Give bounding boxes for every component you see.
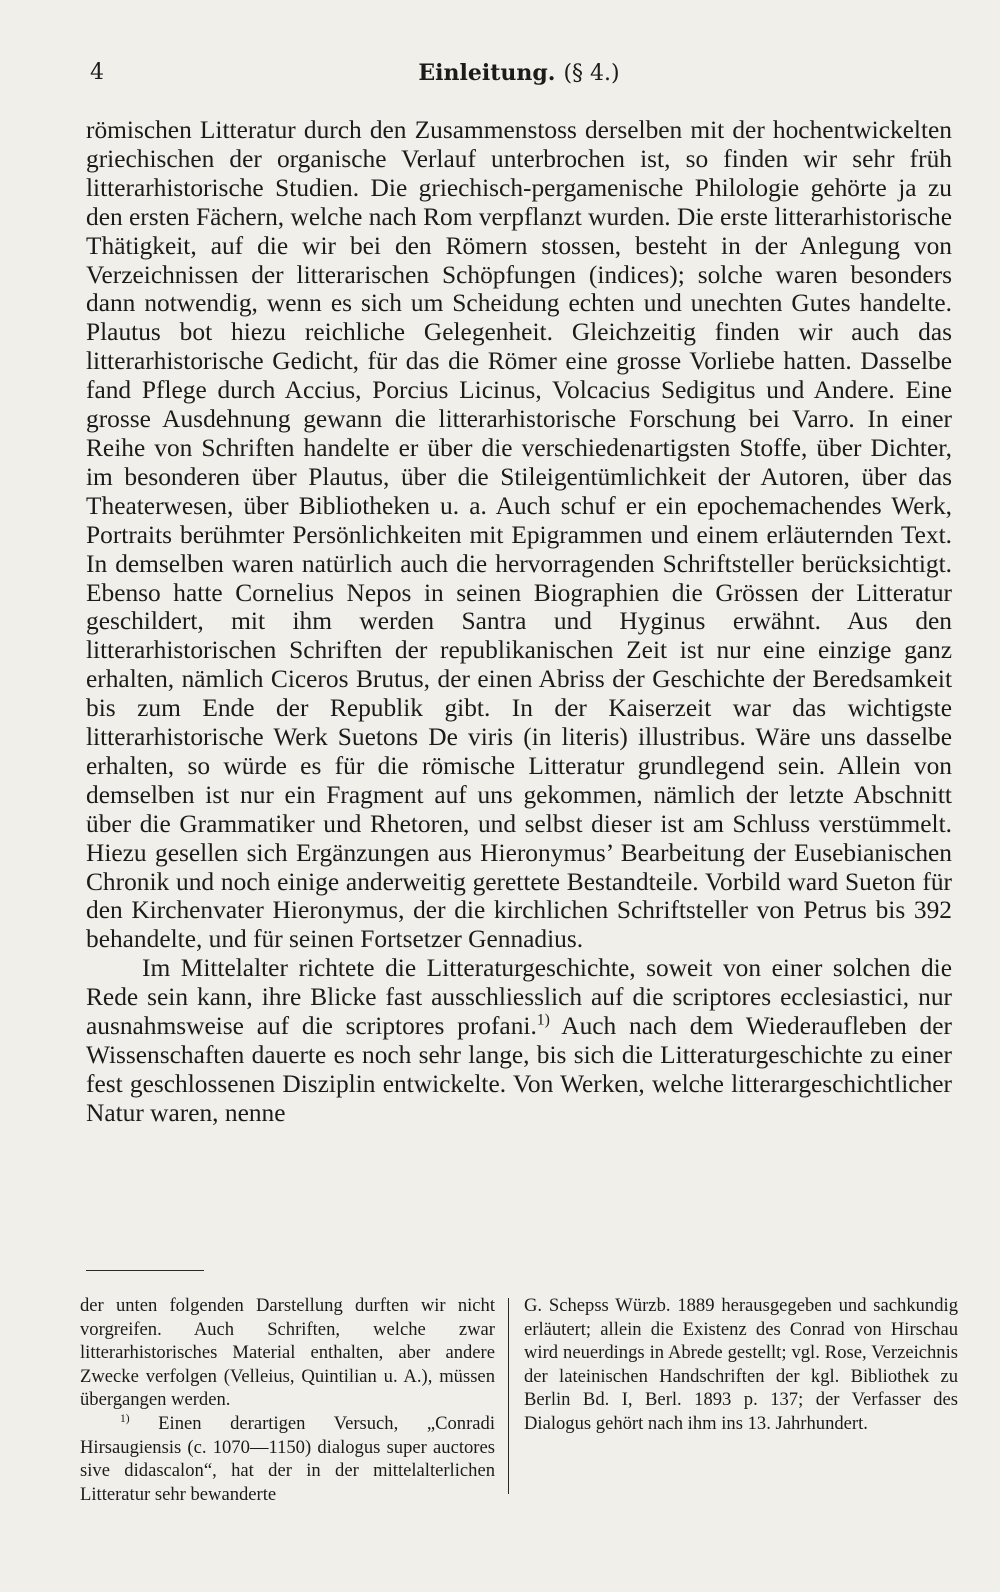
footnote-1 [80,1412,495,1506]
footnote-column-right [524,1294,958,1436]
paragraph-1: römischen Litteratur durch den Zusammenstoss derselben mit der hochentwickelten griechischen der organische Verlauf unterbrochen ist, so finden wir sehr früh litterarhistorische Studien. Die griechisch-pergamenische Philologie gehörte ja zu den ersten Fächern, welche nach Rom verpflanzt wurden. Die erste litterarhistorische Thätigkeit, auf die wir bei den Römern stossen, besteht in der Anlegung von Verzeichnissen der litterarischen Schöpfungen (indices); solche waren besonders dann notwendig, wenn es sich um Scheidung echten und unechten Gutes handelte. Plautus bot hiezu reichliche Gelegenheit. Gleichzeitig finden wir auch das litterarhistorische Gedicht, für das die Römer eine grosse Vorliebe hatten. Dasselbe fand Pflege durch Accius, Porcius Licinus, Volcacius Sedigitus und Andere. Eine grosse Ausdehnung gewann die litterarhistorische Forschung bei Varro. In einer Reihe von Schriften handelte er über die verschiedenartigsten Stoffe, über Dichter, im besonderen über Plautus, über die Stileigentümlichkeit der Autoren, über das Theaterwesen, über Bibliotheken u. a. Auch schuf er ein epochemachendes Werk, Portraits berühmter Persönlichkeiten mit Epigrammen und einem erläuternden Text. In demselben waren natürlich auch die hervorragenden Schriftsteller berücksichtigt. Ebenso hatte Cornelius Nepos in seinen Biographien die Grössen der Litteratur geschildert, mit ihm werden Santra und Hyginus erwähnt. Aus den litterarhistorischen Schriften der republikanischen Zeit ist nur eine einzige ganz erhalten, nämlich Ciceros Brutus, der einen Abriss der Geschichte der Beredsamkeit bis zum Ende der Republik gibt. In der Kaiserzeit war das wichtigste litterarhistorische Werk Suetons De viris (in literis) illustribus. Wäre uns dasselbe erhalten, so würde es für die römische Litteratur grundlegend sein. Allein von demselben ist nur ein Fragment auf uns gekommen, nämlich der letzte Abschnitt über die Grammatiker und Rhetoren, und selbst dieser ist am Schluss verstümmelt. Hiezu gesellen sich Ergänzungen aus Hieronymus’ Bearbeitung der Eusebianischen Chronik und noch einige anderweitig gerettete Bestandteile. Vorbild ward Sueton für den Kirchenvater Hieronymus, der die kirchlichen Schriftsteller von Petrus bis 392 behandelte, und für seinen Fortsetzer Gennadius. [86,116,952,954]
footnote-column-left [80,1294,495,1506]
section-reference: (§ 4.) [563,61,620,86]
chapter-heading [86,60,952,86]
main-text [86,116,952,1128]
page-number: 4 [90,60,104,85]
paragraph-2-part-2: Auch nach dem Wiederaufleben der Wissenschaften dauerte es noch sehr lange, bis sich die Litteraturgeschichte zu einer fest geschlossenen Disziplin entwickelte. Von Werken, welche litterargeschichtlicher Natur waren, nenne [86,1012,952,1127]
running-head [86,60,952,100]
paragraph-2-part-1: Im Mittelalter richtete die Litteraturgeschichte, soweit von einer solchen die Rede sein kann, ihre Blicke fast ausschliesslich auf die scriptores ecclesiastici, nur ausnahmsweise auf die scriptores profani. [86,954,952,1041]
footnote-separator [86,1270,204,1271]
footnote-1-continued: G. Schepss Würzb. 1889 herausgegeben und sachkundig erläutert; allein die Existenz des Conrad von Hirschau wird neuerdings in Abrede gestellt; vgl. Rose, Verzeichnis der lateinischen Handschriften der kgl. Bibliothek zu Berlin Bd. I, Berl. 1893 p. 137; der Verfasser des Dialogus gehört nach ihm ins 13. Jahrhundert. [524,1295,958,1434]
footnote-1-text: Einen derartigen Versuch, „Conradi Hirsaugiensis (c. 1070—1150) dialogus super auctores sive didascalon“, hat der in der mittelalterlichen Litteratur sehr bewanderte [80,1412,495,1505]
footnote-column-divider [508,1298,509,1494]
footnote-1-mark: 1) [120,1412,130,1425]
footnote-reference-1: 1) [536,1011,550,1029]
footnote-continuation: der unten folgenden Darstellung durften wir nicht vorgreifen. Auch Schriften, welche zwar litterarhistorisches Material enthalten, aber andere Zwecke verfolgen (Velleius, Quintilian u. A.), müssen übergangen werden. [80,1295,495,1411]
paragraph-2 [86,954,952,1127]
footnotes [80,1294,960,1505]
chapter-title: Einleitung. [418,60,556,86]
